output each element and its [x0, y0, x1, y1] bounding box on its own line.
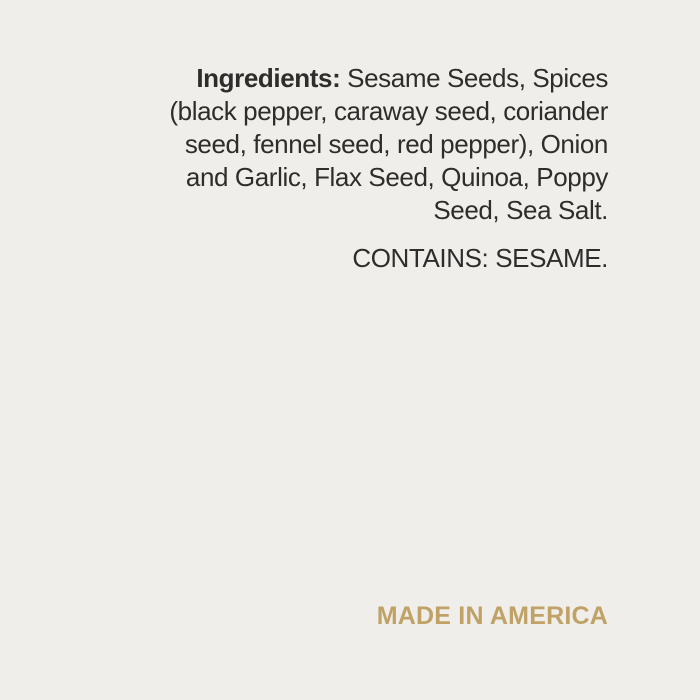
ingredients-line: and Garlic, Flax Seed, Quinoa, Poppy: [185, 162, 608, 192]
ingredients-line: [108, 62, 608, 95]
ingredients-line-rest: Sesame Seeds, Spices: [340, 63, 608, 93]
allergen-statement: CONTAINS: SESAME.: [352, 243, 608, 273]
ingredients-line: Seed, Sea Salt.: [433, 195, 608, 225]
ingredients-label: Ingredients:: [196, 63, 341, 93]
ingredients-statement: [108, 62, 608, 227]
ingredients-line: (black pepper, caraway seed, coriander: [169, 96, 608, 126]
made-in-america-mark: MADE IN AMERICA: [376, 602, 608, 630]
ingredients-line: seed, fennel seed, red pepper), Onion: [184, 129, 608, 159]
